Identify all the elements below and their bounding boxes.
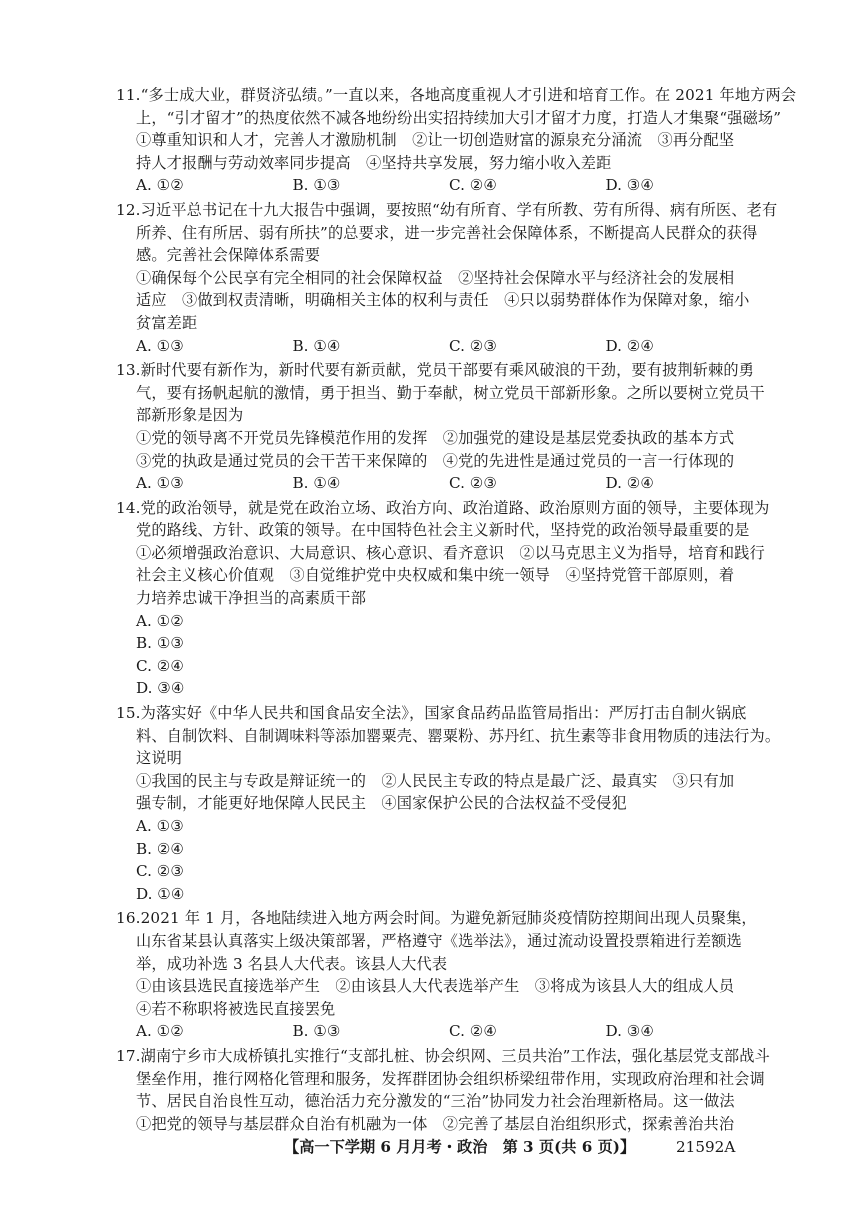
answer-options (116, 1020, 762, 1043)
question-text-line: 上，“引才留才”的热度依然不减各地纷纷出实招持续加大引才留才力度，打造人才集聚“强磁场” (136, 108, 782, 127)
question-text-line: ①把党的领导与基层群众自治有机融为一体 ②完善了基层自治组织形式，探索善治共治 (136, 1114, 735, 1133)
question-text-line: 持人才报酬与劳动效率同步提高 ④坚持共享发展，努力缩小收入差距 (136, 153, 612, 172)
answer-options (116, 335, 762, 358)
question-stem-line: 16.2021 年 1 月，各地陆续进入地方两会时间。为避免新冠肺炎疫情防控期间出现人员聚集， (116, 909, 757, 928)
question-text-line: 堡垒作用，推行网格化管理和服务，发挥群团协会组织桥梁纽带作用，实现政府治理和社会调 (136, 1069, 765, 1088)
question-text-line: 贫富差距 (136, 313, 198, 332)
answer-option: D. ②④ (605, 336, 655, 355)
question-15 (116, 702, 781, 905)
question-text-line: 强专制，才能更好地保障人民民主 ④国家保护公民的合法权益不受侵犯 (136, 794, 627, 813)
question-text-line: ①党的领导离不开党员先锋模范作用的发挥 ②加强党的建设是基层党委执政的基本方式 (136, 428, 735, 447)
question-list (116, 84, 797, 1135)
answer-option: C. ②③ (136, 862, 184, 881)
question-13 (116, 359, 765, 495)
question-11 (116, 84, 797, 197)
question-text-line: ①确保每个公民享有完全相同的社会保障权益 ②坚持社会保障水平与经济社会的发展相 (136, 268, 735, 287)
answer-options (116, 174, 762, 197)
answer-option: C. ②④ (449, 1022, 497, 1041)
question-text-line: ①我国的民主与专政是辩证统一的 ②人民民主专政的特点是最广泛、最真实 ③只有加 (136, 771, 735, 790)
question-text-line: ④若不称职将被选民直接罢免 (136, 999, 336, 1018)
question-text-line: 部新形象是因为 (136, 406, 244, 425)
answer-option: B. ①③ (292, 1022, 341, 1041)
answer-options (116, 815, 762, 905)
answer-option: B. ①④ (292, 474, 341, 493)
answer-option: A. ①② (136, 176, 184, 195)
question-17 (116, 1045, 770, 1135)
question-text-line: 料、自制饮料、自制调味料等添加罂粟壳、罂粟粉、苏丹红、抗生素等非食用物质的违法行为。 (136, 726, 781, 745)
answer-option: D. ③④ (605, 1022, 655, 1041)
question-text-line: 气，要有扬帆起航的激情，勇于担当、勤于奉献，树立党员干部新形象。之所以要树立党员干 (136, 383, 765, 402)
answer-option: B. ①③ (136, 634, 185, 653)
answer-option: A. ①② (136, 1022, 184, 1041)
question-text-line: 感。完善社会保障体系需要 (136, 246, 321, 265)
answer-option: D. ③④ (605, 176, 655, 195)
question-text-line: 社会主义核心价值观 ③自觉维护党中央权威和集中统一领导 ④坚持党管干部原则，着 (136, 566, 735, 585)
footer-code: 21592A (676, 1138, 736, 1156)
question-stem-line: 11.“多士成大业，群贤济弘绩。”一直以来，各地高度重视人才引进和培育工作。在 2021 年地方两会 (116, 86, 797, 104)
question-16 (116, 907, 762, 1043)
question-text-line: 山东省某县认真落实上级决策部署，严格遵守《选举法》，通过流动设置投票箱进行差额选 (136, 931, 742, 950)
question-text-line: ①由该县选民直接选举产生 ②由该县人大代表选举产生 ③将成为该县人大的组成人员 (136, 977, 735, 996)
question-stem-line: 14.党的政治领导，就是党在政治立场、政治方向、政治道路、政治原则方面的领导，主要体现为 (116, 498, 770, 517)
answer-option: C. ②④ (449, 176, 497, 195)
question-text-line: 这说明 (136, 749, 183, 768)
answer-options (116, 610, 762, 700)
question-text-line: ①必须增强政治意识、大局意识、核心意识、看齐意识 ②以马克思主义为指导，培育和践行 (136, 543, 765, 562)
question-text-line: 力培养忠诚干净担当的高素质干部 (136, 589, 367, 608)
question-12 (116, 199, 778, 357)
question-text-line: 党的路线、方针、政策的领导。在中国特色社会主义新时代，坚持党的政治领导最重要的是 (136, 521, 750, 540)
answer-option: A. ①③ (136, 817, 184, 835)
answer-option: C. ②③ (449, 336, 497, 355)
answer-option: D. ②④ (605, 474, 655, 493)
question-stem-line: 15.为落实好《中华人民共和国食品安全法》，国家食品药品监管局指出：严厉打击自制火锅底 (116, 704, 747, 723)
question-text-line: 适应 ③做到权责清晰，明确相关主体的权利与责任 ④只以弱势群体作为保障对象，缩小 (136, 291, 750, 310)
question-14 (116, 497, 770, 700)
question-stem-line: 13.新时代要有新作为，新时代要有新贡献，党员干部要有乘风破浪的干劲，要有披荆斩棘的勇 (116, 361, 755, 380)
question-text-line: 节、居民自治良性互动，德治活力充分激发的“三治”协同发力社会治理新格局。这一做法 (136, 1092, 735, 1111)
answer-option: B. ①④ (292, 336, 341, 355)
question-stem-line: 12.习近平总书记在十九大报告中强调，要按照“幼有所育、学有所教、劳有所得、病有所医、老有 (116, 200, 778, 219)
answer-options (116, 472, 762, 495)
answer-option: B. ②④ (136, 839, 185, 858)
question-text-line: 举，成功补选 3 名县人大代表。该县人大代表 (136, 954, 448, 973)
answer-option: A. ①② (136, 611, 184, 630)
answer-option: D. ③④ (136, 679, 185, 698)
question-text-line: ①尊重知识和人才，完善人才激励机制 ②让一切创造财富的源泉充分涌流 ③再分配坚 (136, 131, 735, 150)
answer-option: A. ①③ (136, 336, 184, 355)
question-text-line: ③党的执政是通过党员的会干苦干来保障的 ④党的先进性是通过党员的一言一行体现的 (136, 451, 735, 470)
answer-option: A. ①③ (136, 474, 184, 493)
answer-option: B. ①③ (292, 176, 341, 195)
answer-option: C. ②③ (449, 474, 497, 493)
answer-option: D. ①④ (136, 884, 185, 903)
answer-option: C. ②④ (136, 656, 184, 675)
footer-title: 【高一下学期 6 月月考・政治 第 3 页(共 6 页)】 (284, 1138, 636, 1156)
question-text-line: 所养、住有所居、弱有所扶”的总要求，进一步完善社会保障体系，不断提高人民群众的获得 (136, 223, 758, 242)
question-stem-line: 17.湖南宁乡市大成桥镇扎实推行“支部扎桩、协会织网、三员共治”工作法，强化基层党支部战斗 (116, 1046, 770, 1065)
